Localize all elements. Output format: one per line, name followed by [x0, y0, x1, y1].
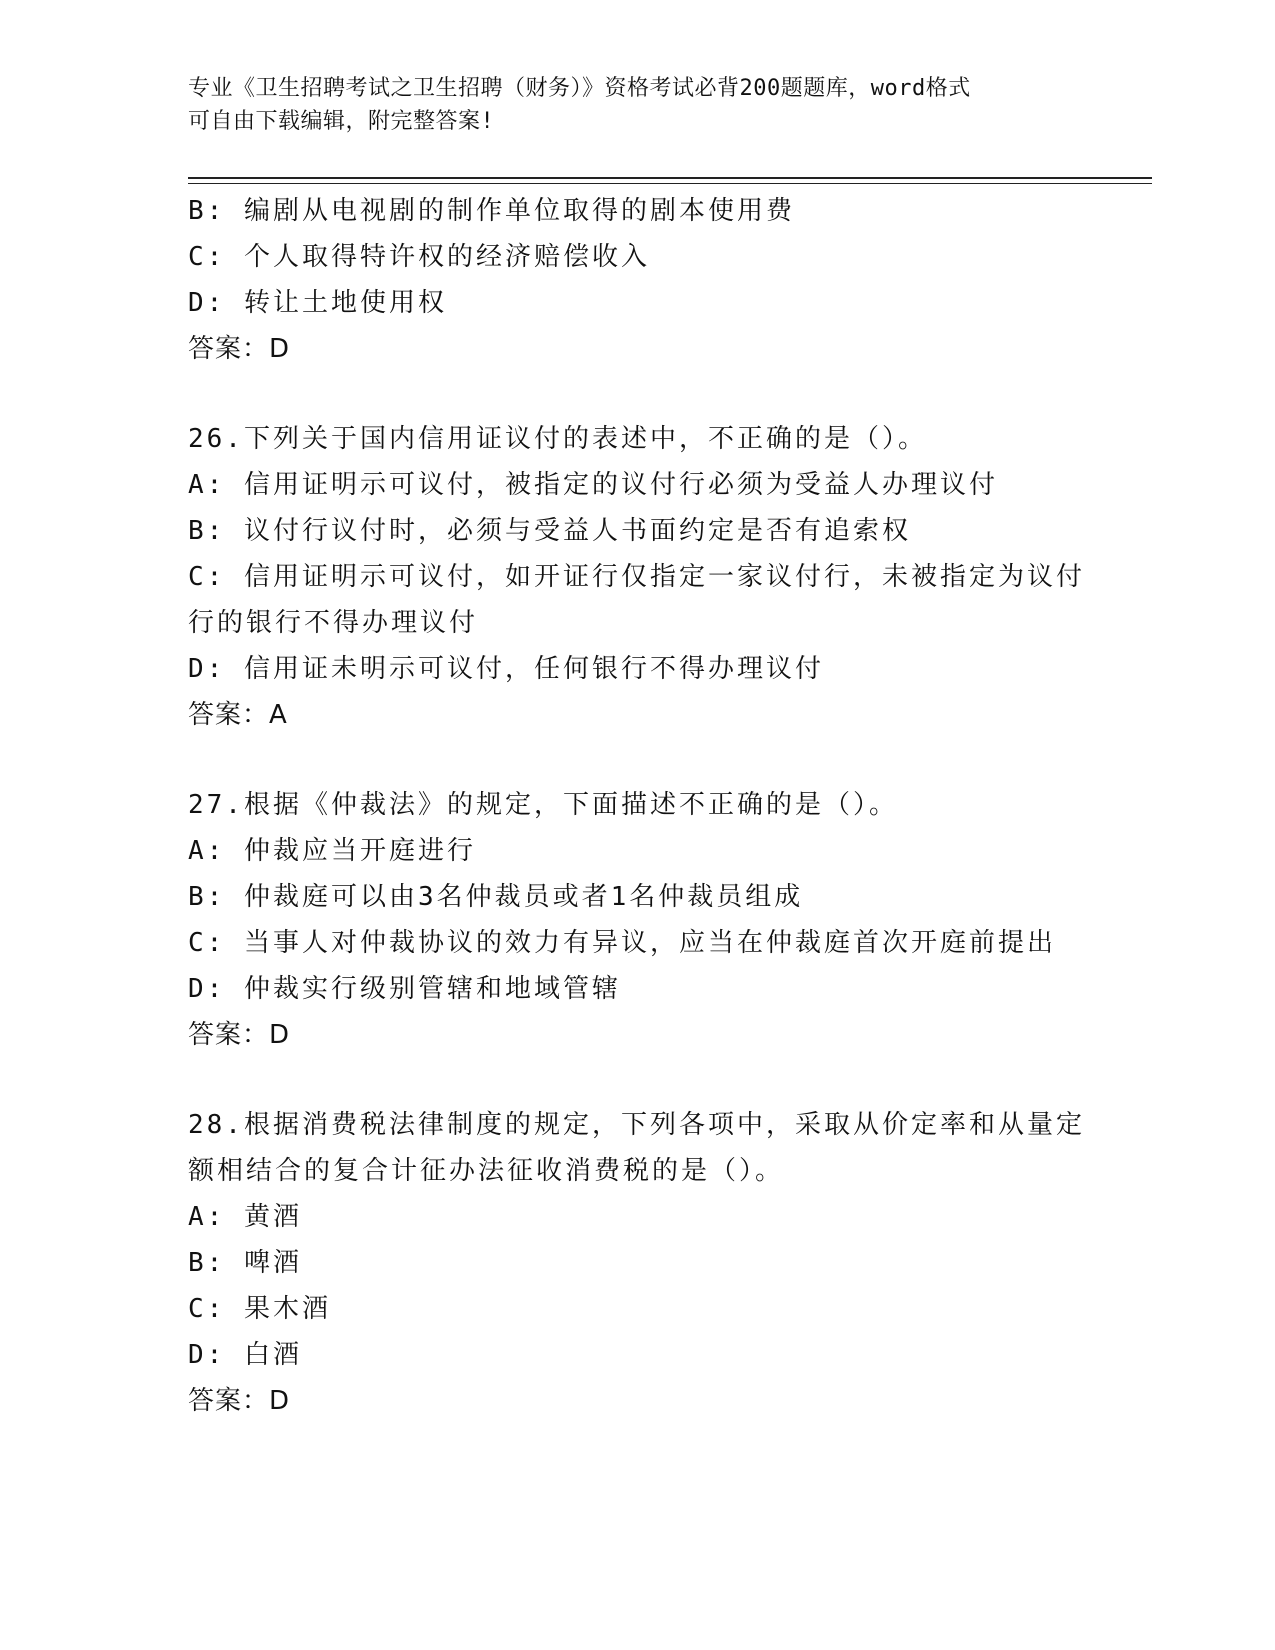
document-header — [188, 72, 1088, 138]
answer-line: 答案：D — [188, 334, 291, 364]
question-text: 27.根据《仲裁法》的规定，下面描述不正确的是（）。 — [188, 790, 898, 820]
option-a: A: 黄酒 — [188, 1202, 302, 1232]
question-text: 26.下列关于国内信用证议付的表述中，不正确的是（）。 — [188, 424, 927, 454]
option-a: A: 信用证明示可议付，被指定的议付行必须为受益人办理议付 — [188, 470, 998, 500]
option-c: C: 个人取得特许权的经济赔偿收入 — [188, 242, 650, 272]
question-block-26 — [188, 416, 1088, 738]
option-d: D: 转让土地使用权 — [188, 288, 447, 318]
header-divider-thin — [188, 183, 1152, 184]
answer-line: 答案：A — [188, 700, 288, 730]
question-text-continued: 额相结合的复合计征办法征收消费税的是（）。 — [188, 1156, 785, 1186]
option-a: A: 仲裁应当开庭进行 — [188, 836, 476, 866]
header-title-line1: 专业《卫生招聘考试之卫生招聘（财务）》资格考试必背200题题库，word格式 — [188, 76, 971, 101]
option-c: C: 果木酒 — [188, 1294, 331, 1324]
question-text: 28.根据消费税法律制度的规定，下列各项中，采取从价定率和从量定 — [188, 1110, 1085, 1140]
question-list — [188, 188, 1088, 1424]
option-b: B: 啤酒 — [188, 1248, 302, 1278]
question-block-27 — [188, 782, 1088, 1058]
option-d: D: 仲裁实行级别管辖和地域管辖 — [188, 974, 621, 1004]
question-block-28 — [188, 1102, 1088, 1424]
option-d: D: 白酒 — [188, 1340, 302, 1370]
answer-line: 答案：D — [188, 1020, 291, 1050]
option-c-continued: 行的银行不得办理议付 — [188, 608, 479, 638]
option-d: D: 信用证未明示可议付，任何银行不得办理议付 — [188, 654, 824, 684]
option-b: B: 仲裁庭可以由3名仲裁员或者1名仲裁员组成 — [188, 882, 804, 912]
header-divider-thick — [188, 177, 1152, 179]
option-c: C: 信用证明示可议付，如开证行仅指定一家议付行，未被指定为议付 — [188, 562, 1085, 592]
option-c: C: 当事人对仲裁协议的效力有异议，应当在仲裁庭首次开庭前提出 — [188, 928, 1056, 958]
option-b: B: 议付行议付时，必须与受益人书面约定是否有追索权 — [188, 516, 911, 546]
question-block-continued — [188, 188, 1088, 372]
answer-line: 答案：D — [188, 1386, 291, 1416]
option-b: B: 编剧从电视剧的制作单位取得的剧本使用费 — [188, 196, 795, 226]
header-title-line2: 可自由下载编辑，附完整答案! — [188, 109, 495, 134]
